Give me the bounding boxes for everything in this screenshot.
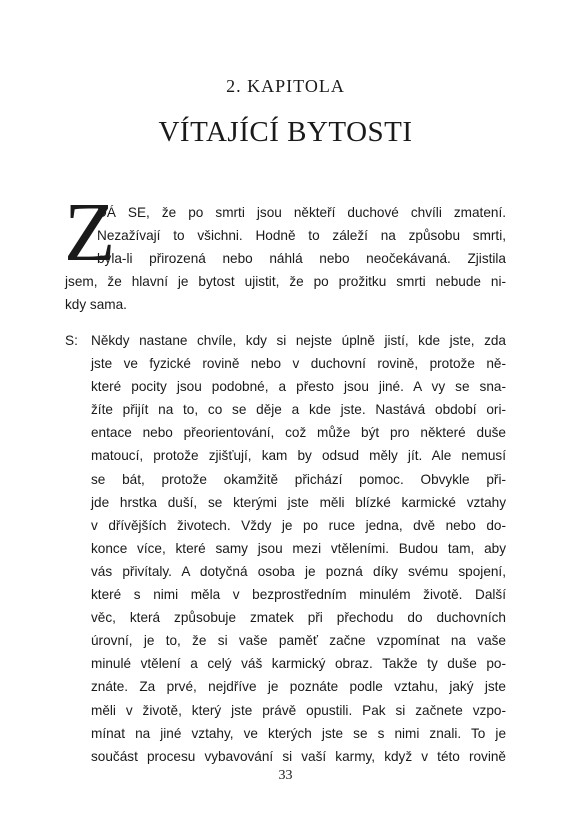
speaker-label: S: [65,333,78,348]
body-line: minulé vtělení a celý váš karmický obraz. Takže ty duše po- [91,656,506,672]
body-line: součást procesu vybavování si vaší karmy, když v této rovině [91,748,506,764]
chapter-label: 2. KAPITOLA [226,76,345,96]
drop-cap: Z [64,186,116,279]
body-line: znáte. Za prvé, nejdříve je poznáte podle vztahu, jaký jste [91,679,506,695]
intro-line: Nezažívají to všichni. Hodně to záleží na způsobu smrti, [97,228,506,243]
intro-line: kdy sama. [65,297,127,312]
page-number: 33 [278,768,293,783]
body-line: entace nebo přeorientování, což může být pro některé duše [91,425,506,441]
intro-line: byla-li přirozená nebo náhlá nebo neočekávaná. Zjistila [97,251,506,266]
body-line: měli v životě, který jste právě opustili. Pak si začnete vzpo- [91,702,506,718]
dialogue-paragraph [91,329,506,768]
body-line: matoucí, protože zjišťují, kam by odsud měly jít. Ale nemusí [91,448,506,464]
body-line: Někdy nastane chvíle, kdy si nejste úplně jistí, kde jste, zda [91,333,506,348]
intro-line: DÁ SE, že po smrti jsou někteří duchové chvíli zmatení. [97,205,506,220]
body-line: vás přivítaly. A dotyčná osoba je pozná díky svému spojení, [91,563,506,579]
chapter-title: VÍTAJÍCÍ BYTOSTI [158,116,413,148]
body-line: úrovní, je to, že si vaše paměť začne vzpomínat na vaše [91,633,506,649]
body-line: se bát, protože okamžitě přichází pomoc. Obvykle při- [91,471,506,487]
intro-paragraph [64,186,506,321]
body-line: konce více, které samy jsou mezi vtěleními. Budou tam, aby [91,540,506,556]
body-line: jste ve fyzické rovině nebo v duchovní rovině, protože ně- [91,356,506,372]
body-line: v dřívějších životech. Vždy je po ruce jedna, dvě nebo do- [91,517,506,533]
body-line: mínat na jiné vztahy, ve kterých jste se s nimi znali. To je [91,725,506,741]
body-line: věc, která způsobuje zmatek při přechodu do duchovních [91,610,506,626]
body-line: jde hrstka duší, se kterými jste měli blízké karmické vztahy [91,494,506,510]
intro-line: jsem, že hlavní je bytost ujistit, že po prožitku smrti nebude ni- [65,274,506,289]
body-line: které s nimi měla v bezprostředním minulém životě. Další [91,587,506,603]
body-line: které pocity jsou podobné, a přesto jsou jiné. A vy se sna- [91,379,506,395]
body-line: žíte přijít na to, co se děje a kde jste. Nastává období ori- [91,402,506,418]
